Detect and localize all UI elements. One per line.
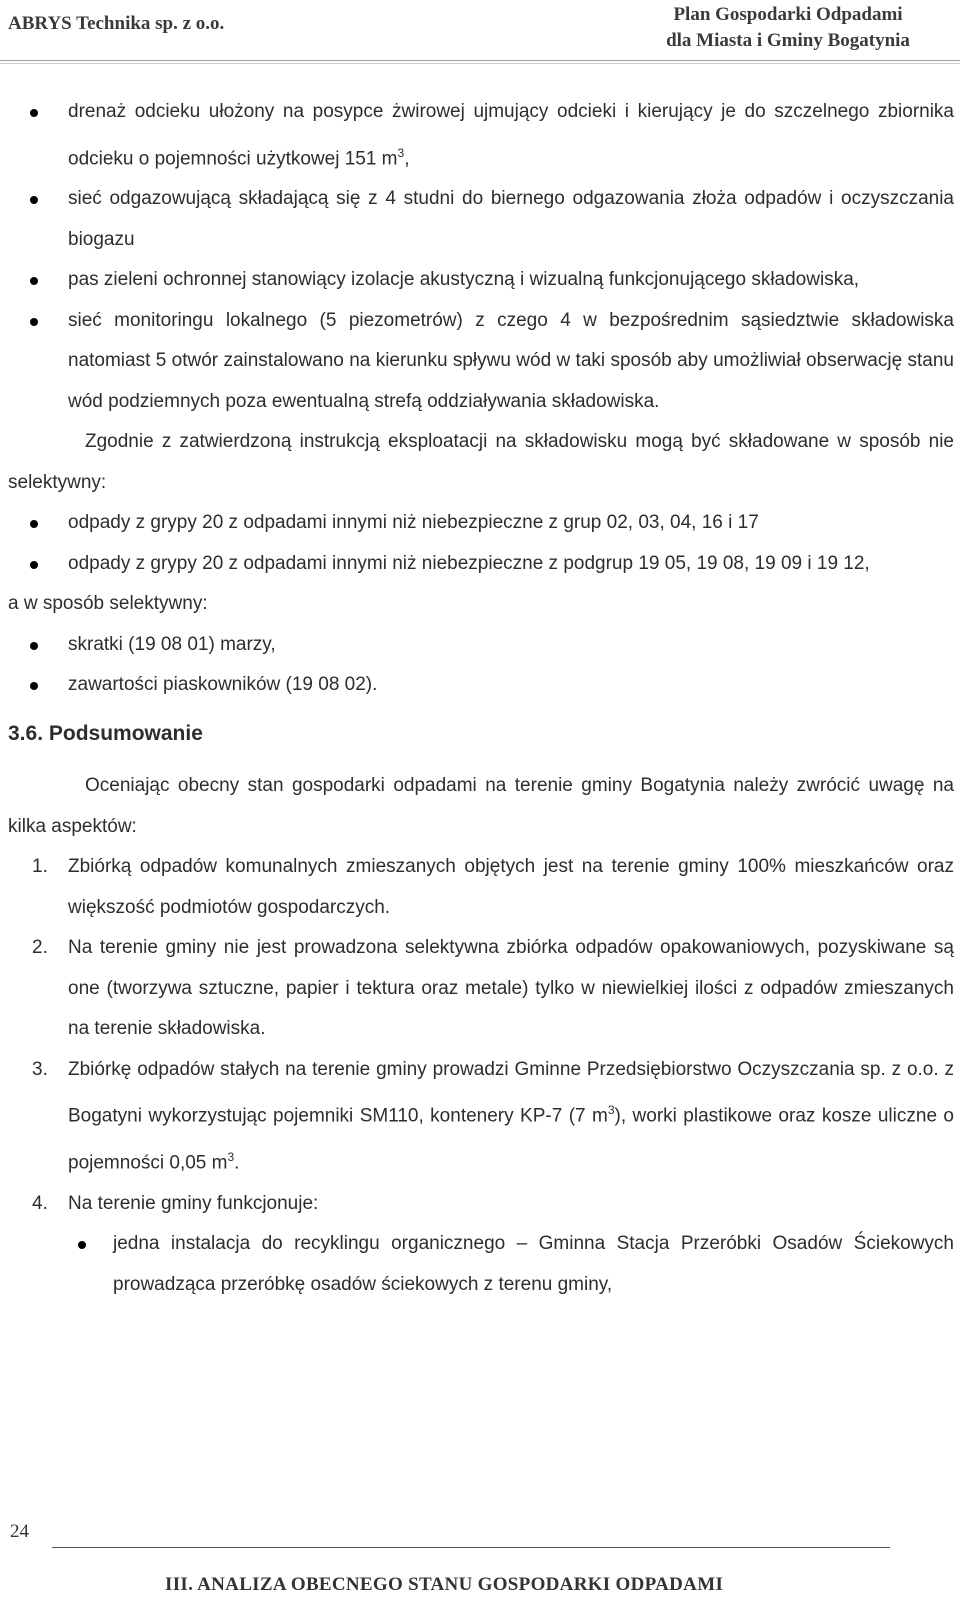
list-item-text: pas zieleni ochronnej stanowiący izolacje akustyczną i wizualną funkcjonującego składowiska, xyxy=(68,269,860,291)
page-number: 24 xyxy=(10,1521,29,1542)
bullet-icon xyxy=(30,318,38,326)
bullet-icon xyxy=(30,109,38,117)
item-number: 3. xyxy=(32,1058,48,1080)
numbered-item-text: Na terenie gminy nie jest prowadzona selektywna zbiórka odpadów opakowaniowych, pozyskiwane są one (tworzywa sztuczne, papier i tektura oraz metale) tylko w niewielkiej ilości z odpadów zmieszanych na terenie składowiska. xyxy=(68,937,954,1040)
numbered-item-text-end: . xyxy=(234,1152,240,1174)
header-divider xyxy=(0,60,960,61)
list-item xyxy=(8,92,954,179)
list-item xyxy=(8,625,954,666)
footer-chapter-title: III. ANALIZA OBECNEGO STANU GOSPODARKI ODPADAMI xyxy=(165,1574,724,1595)
list-item-text: drenaż odcieku ułożony na posypce żwirowej ujmujący odcieki i kierujący je do szczelnego zbiornika odcieku o pojemności użytkowej 151 m xyxy=(68,101,954,169)
document-body xyxy=(8,92,954,1305)
bullet-icon xyxy=(30,561,38,569)
bullet-icon xyxy=(30,520,38,528)
header-company: ABRYS Technika sp. z o.o. xyxy=(8,13,225,34)
item-number: 2. xyxy=(32,937,48,959)
header-title-line1: Plan Gospodarki Odpadami xyxy=(673,4,903,25)
header-divider-thin xyxy=(0,63,960,64)
list-item xyxy=(8,503,954,544)
footer-divider xyxy=(52,1547,890,1548)
item-number: 1. xyxy=(32,856,48,878)
superscript: 3 xyxy=(607,1103,615,1118)
superscript: 3 xyxy=(227,1150,235,1165)
numbered-item-text: Na terenie gminy funkcjonuje: xyxy=(68,1192,319,1214)
list-item-text: zawartości piaskowników (19 08 02). xyxy=(68,674,378,696)
list-item-text: odpady z grypy 20 z odpadami innymi niż niebezpieczne z grup 02, 03, 04, 16 i 17 xyxy=(68,512,759,534)
list-item-suffix: , xyxy=(404,147,410,169)
numbered-item xyxy=(8,1184,954,1225)
bullet-icon xyxy=(30,682,38,690)
item-number: 4. xyxy=(32,1192,48,1214)
numbered-item xyxy=(8,1050,954,1184)
sub-list-item-text: jedna instalacja do recyklingu organicznego – Gminna Stacja Przeróbki Osadów Ściekowych prowadząca przeróbkę osadów ściekowych z terenu gminy, xyxy=(113,1233,954,1295)
sub-list-item xyxy=(8,1224,954,1305)
bullet-icon xyxy=(30,196,38,204)
header-title-line2: dla Miasta i Gminy Bogatynia xyxy=(666,30,910,51)
bullet-icon xyxy=(30,642,38,650)
list-item xyxy=(8,544,954,585)
list-item xyxy=(8,301,954,423)
summary-intro: Oceniając obecny stan gospodarki odpadami na terenie gminy Bogatynia należy zwrócić uwagę na kilka aspektów: xyxy=(8,775,954,837)
paragraph-nonselective: Zgodnie z zatwierdzoną instrukcją eksploatacji na składowisku mogą być składowane w sposób nie selektywny: xyxy=(8,431,954,493)
list-item xyxy=(8,260,954,301)
numbered-item-text-cont: ), worki plastikowe oraz kosze uliczne o pojemności 0,05 m xyxy=(68,1105,954,1174)
list-item-text: skratki (19 08 01) marzy, xyxy=(68,633,276,655)
numbered-item xyxy=(8,847,954,928)
section-heading: 3.6. Podsumowanie xyxy=(8,721,203,745)
list-item-text: sieć monitoringu lokalnego (5 piezometrów) z czego 4 w bezpośrednim sąsiedztwie składowiska natomiast 5 otwór zainstalowano na kierunku spływu wód w taki sposób aby umożliwiał obserwację stanu wód podziemnych poza ewentualną strefą oddziaływania składowiska. xyxy=(68,309,954,412)
list-item xyxy=(8,665,954,706)
selective-intro: a w sposób selektywny: xyxy=(8,593,208,615)
numbered-item-text: Zbiórkę odpadów stałych na terenie gminy prowadzi Gminne Przedsiębiorstwo Oczyszczania sp. z o.o. z Bogatyni wykorzystując pojemniki SM110, kontenery KP-7 (7 m xyxy=(68,1058,954,1127)
header-document-title xyxy=(638,2,938,54)
bullet-icon xyxy=(30,277,38,285)
numbered-item-text: Zbiórką odpadów komunalnych zmieszanych objętych jest na terenie gminy 100% mieszkańców oraz większość podmiotów gospodarczych. xyxy=(68,856,954,918)
list-item xyxy=(8,179,954,260)
list-item-text: odpady z grypy 20 z odpadami innymi niż niebezpieczne z podgrup 19 05, 19 08, 19 09 i 19 12, xyxy=(68,552,870,574)
superscript: 3 xyxy=(397,145,405,160)
page-header xyxy=(0,0,960,60)
numbered-item xyxy=(8,928,954,1050)
list-item-text: sieć odgazowującą składającą się z 4 studni do biernego odgazowania złoża odpadów i oczyszczania biogazu xyxy=(68,188,954,250)
bullet-icon xyxy=(78,1241,86,1249)
